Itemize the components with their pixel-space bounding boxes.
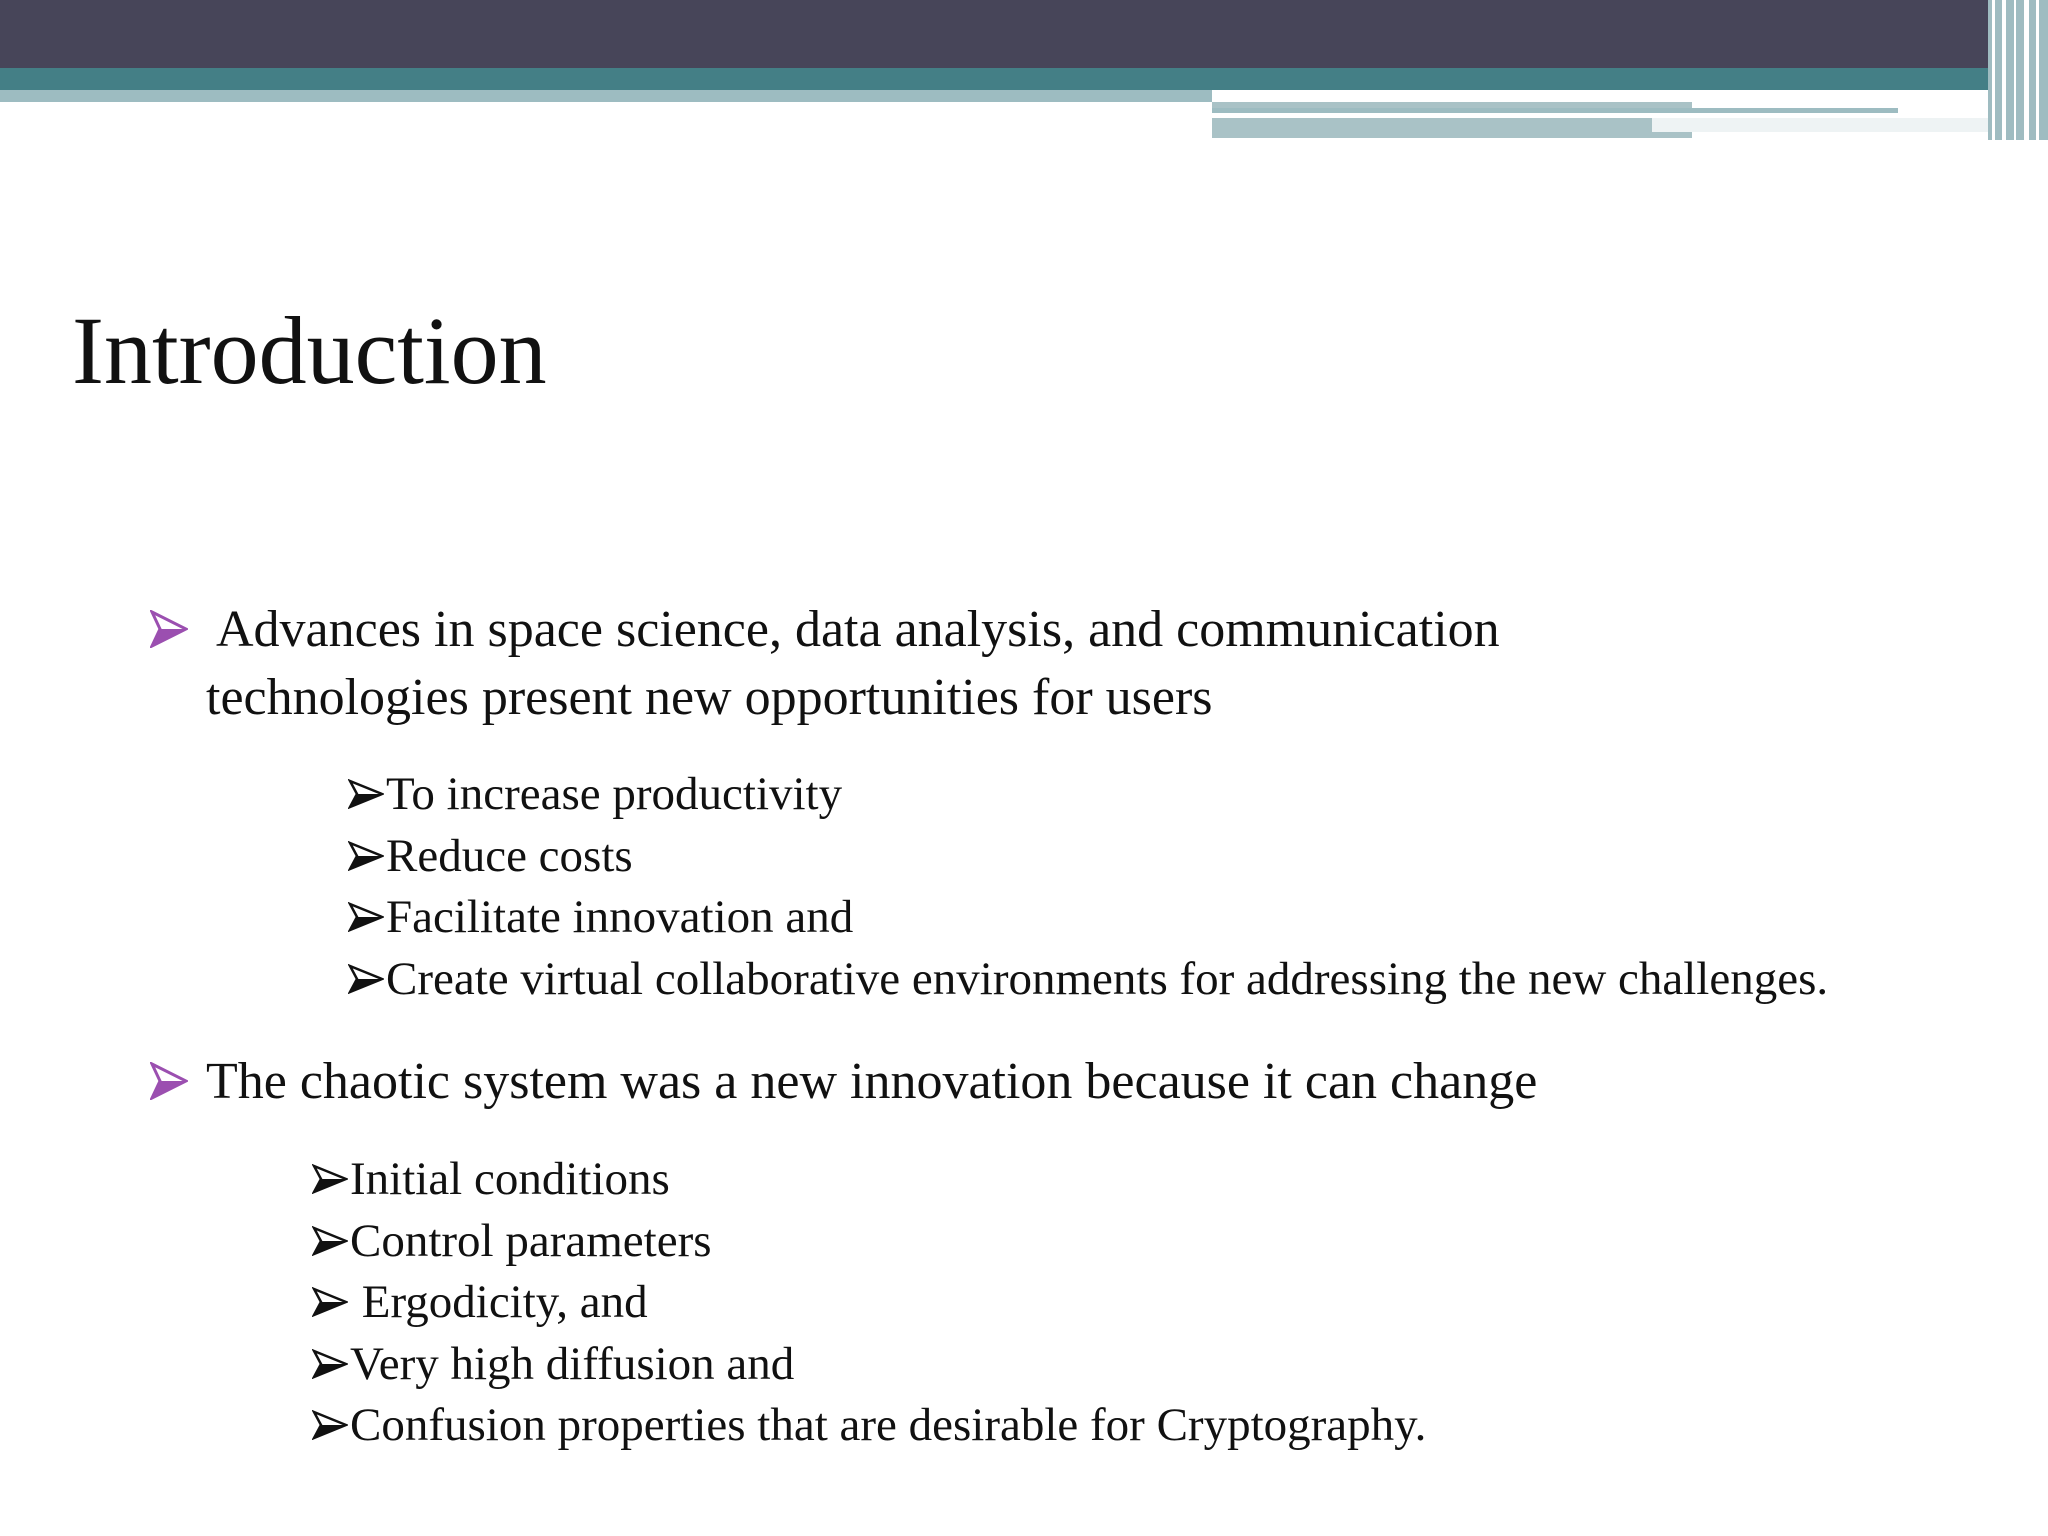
list-item-text: Control parameters bbox=[350, 1214, 712, 1267]
list-item-text: Ergodicity, and bbox=[350, 1276, 648, 1328]
black-arrow-bullet-icon bbox=[312, 1410, 348, 1440]
purple-arrow-bullet-icon bbox=[150, 1062, 188, 1100]
main-bullet-1-line2: technologies present new opportunities for users bbox=[206, 669, 1213, 726]
list-item bbox=[312, 1334, 1426, 1396]
black-arrow-bullet-icon bbox=[312, 1226, 348, 1256]
list-item bbox=[348, 887, 1828, 949]
black-arrow-bullet-icon bbox=[348, 779, 384, 809]
main-bullet-2-line1: The chaotic system was a new innovation because it can change bbox=[206, 1053, 1538, 1110]
header-band-light bbox=[0, 90, 1212, 102]
main-bullet-1 bbox=[150, 596, 1750, 736]
list-item bbox=[312, 1211, 1426, 1273]
black-arrow-bullet-icon bbox=[348, 841, 384, 871]
list-item-text: Very high diffusion and bbox=[350, 1337, 795, 1390]
black-arrow-bullet-icon bbox=[312, 1349, 348, 1379]
main-bullet-1-line1: Advances in space science, data analysis, and communication bbox=[216, 601, 1500, 658]
list-item bbox=[312, 1272, 1426, 1334]
black-arrow-bullet-icon bbox=[348, 964, 384, 994]
list-item bbox=[348, 826, 1828, 888]
list-item bbox=[312, 1395, 1426, 1457]
sub-list-1 bbox=[348, 764, 1828, 1010]
main-bullet-2 bbox=[150, 1048, 1850, 1118]
list-item-text: Reduce costs bbox=[386, 829, 633, 882]
list-item-text: Confusion properties that are desirable for Cryptography. bbox=[350, 1399, 1427, 1451]
black-arrow-bullet-icon bbox=[312, 1287, 348, 1317]
list-item bbox=[348, 764, 1828, 826]
list-item bbox=[312, 1149, 1426, 1211]
black-arrow-bullet-icon bbox=[312, 1164, 348, 1194]
header-band-right-under bbox=[1652, 118, 1992, 132]
sub-list-2 bbox=[312, 1149, 1426, 1457]
header-stripes bbox=[1988, 0, 2048, 140]
list-item-text: Facilitate innovation and bbox=[386, 891, 854, 943]
list-item-text: Initial conditions bbox=[350, 1153, 670, 1205]
header-band-dark bbox=[0, 0, 2048, 68]
purple-arrow-bullet-icon bbox=[150, 610, 188, 648]
list-item-text: Create virtual collaborative environments for addressing the new challenges. bbox=[386, 952, 1829, 1005]
black-arrow-bullet-icon bbox=[348, 902, 384, 932]
list-item bbox=[348, 949, 1828, 1011]
header-band-teal bbox=[0, 68, 2048, 90]
list-item-text: To increase productivity bbox=[386, 768, 843, 820]
slide-title: Introduction bbox=[72, 297, 547, 404]
